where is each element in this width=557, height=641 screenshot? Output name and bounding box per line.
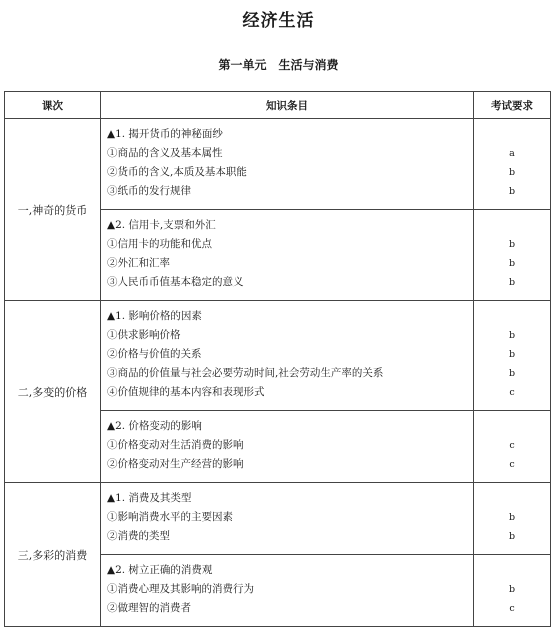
requirement-level: b (508, 584, 516, 595)
header-row (5, 92, 551, 119)
topic-heading: ▲2. 树立正确的消费观 (107, 564, 213, 576)
knowledge-item: ①价格变动对生活消费的影响 (107, 439, 244, 451)
requirement-cell (474, 555, 551, 627)
requirement-level: b (508, 349, 516, 360)
topic-cell (101, 483, 474, 555)
knowledge-item: ②外汇和汇率 (107, 257, 170, 269)
knowledge-item: ③纸币的发行规律 (107, 185, 191, 197)
knowledge-item: ②消费的类型 (107, 530, 170, 542)
requirement-level: b (508, 258, 516, 269)
requirement-level: c (509, 603, 515, 614)
knowledge-item: ③人民币币值基本稳定的意义 (107, 276, 244, 288)
requirement-level: c (509, 459, 515, 470)
table-row (5, 119, 551, 210)
knowledge-item: ③商品的价值量与社会必要劳动时间,社会劳动生产率的关系 (107, 367, 384, 379)
topic-heading: ▲2. 价格变动的影响 (107, 420, 202, 432)
requirement-level: b (508, 531, 516, 542)
requirement-level: b (508, 239, 516, 250)
topic-cell (101, 119, 474, 210)
requirement-level: b (508, 186, 516, 197)
syllabus-table (4, 91, 551, 627)
knowledge-item: ②价格与价值的关系 (107, 348, 202, 360)
knowledge-item: ④价值规律的基本内容和表现形式 (107, 386, 265, 398)
syllabus-body (5, 119, 551, 627)
header-knowledge: 知识条目 (101, 92, 474, 119)
requirement-level: a (509, 148, 515, 159)
lesson-name: 一,神奇的货币 (5, 119, 101, 301)
knowledge-item: ①供求影响价格 (107, 329, 181, 341)
header-lesson: 课次 (5, 92, 101, 119)
requirement-level: b (508, 368, 516, 379)
topic-heading: ▲1. 影响价格的因素 (107, 310, 202, 322)
topic-heading: ▲1. 揭开货币的神秘面纱 (107, 128, 223, 140)
topic-heading: ▲2. 信用卡,支票和外汇 (107, 219, 216, 231)
topic-heading: ▲1. 消费及其类型 (107, 492, 192, 504)
table-row (5, 483, 551, 555)
requirement-cell (474, 301, 551, 411)
header-requirement: 考试要求 (474, 92, 551, 119)
requirement-level: c (509, 387, 515, 398)
requirement-cell (474, 119, 551, 210)
topic-cell (101, 555, 474, 627)
lesson-name: 三,多彩的消费 (5, 483, 101, 627)
requirement-level: b (508, 277, 516, 288)
requirement-level: c (509, 440, 515, 451)
requirement-cell (474, 411, 551, 483)
page-title: 经济生活 (242, 11, 315, 31)
unit-title: 第一单元 生活与消费 (218, 58, 339, 72)
requirement-level: b (508, 512, 516, 523)
table-row (5, 301, 551, 411)
knowledge-item: ②做理智的消费者 (107, 602, 191, 614)
topic-cell (101, 411, 474, 483)
knowledge-item: ①商品的含义及基本属性 (107, 147, 223, 159)
topic-cell (101, 301, 474, 411)
knowledge-item: ②价格变动对生产经营的影响 (107, 458, 244, 470)
topic-cell (101, 210, 474, 301)
requirement-cell (474, 483, 551, 555)
requirement-cell (474, 210, 551, 301)
lesson-name: 二,多变的价格 (5, 301, 101, 483)
knowledge-item: ①消费心理及其影响的消费行为 (107, 583, 254, 595)
knowledge-item: ①影响消费水平的主要因素 (107, 511, 233, 523)
requirement-level: b (508, 330, 516, 341)
requirement-level: b (508, 167, 516, 178)
knowledge-item: ①信用卡的功能和优点 (107, 238, 212, 250)
knowledge-item: ②货币的含义,本质及基本职能 (107, 166, 247, 178)
